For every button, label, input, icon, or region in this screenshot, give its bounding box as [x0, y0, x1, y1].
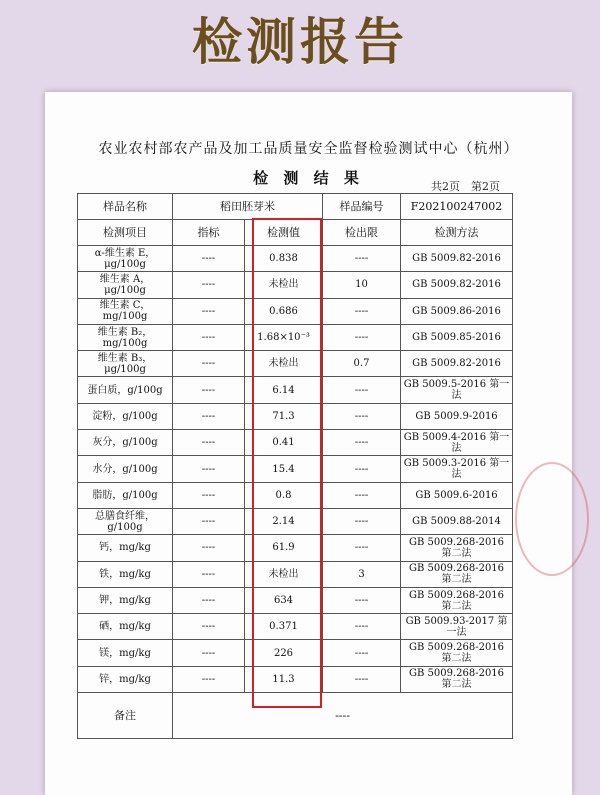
standard-cell: ---- — [173, 377, 245, 403]
test-method-cell: GB 5009.6-2016 — [401, 482, 513, 508]
sample-id-value: F202100247002 — [401, 194, 513, 220]
sample-name-value: 稻田胚芽米 — [173, 194, 323, 220]
test-item-cell: 水分，g/100g — [78, 456, 173, 482]
column-header-row — [78, 220, 513, 246]
test-item-cell: 总膳食纤维，g/100g — [78, 508, 173, 534]
standard-cell: ---- — [173, 403, 245, 429]
column-header: 检测值 — [245, 220, 323, 246]
detection-limit-cell: ---- — [323, 298, 401, 324]
measured-value-cell: 未检出 — [245, 561, 323, 587]
table-row — [78, 614, 513, 640]
standard-cell: ---- — [173, 298, 245, 324]
column-header: 检出限 — [323, 220, 401, 246]
red-seal-stamp — [515, 462, 589, 576]
test-item-cell: 灰分，g/100g — [78, 430, 173, 456]
detection-limit-cell: ---- — [323, 430, 401, 456]
test-method-cell: GB 5009.93-2017 第一法 — [401, 614, 513, 640]
sample-info-row — [78, 194, 513, 220]
standard-cell: ---- — [173, 246, 245, 272]
report-page — [45, 92, 572, 795]
measured-value-cell: 6.14 — [245, 377, 323, 403]
detection-limit-cell: ---- — [323, 666, 401, 692]
detection-limit-cell: ---- — [323, 324, 401, 350]
detection-limit-cell: ---- — [323, 508, 401, 534]
column-header: 检测方法 — [401, 220, 513, 246]
standard-cell: ---- — [173, 324, 245, 350]
detection-limit-cell: ---- — [323, 482, 401, 508]
test-method-cell: GB 5009.268-2016 第二法 — [401, 640, 513, 666]
table-row — [78, 377, 513, 403]
testing-center-name: 农业农村部农产品及加工品质量安全监督检验测试中心（杭州） — [98, 141, 519, 157]
test-item-cell: 蛋白质，g/100g — [78, 377, 173, 403]
banner-title: 检测报告 — [192, 13, 408, 71]
test-item-cell: 镁，mg/kg — [78, 640, 173, 666]
table-row — [78, 298, 513, 324]
test-method-cell: GB 5009.268-2016 第二法 — [401, 535, 513, 561]
measured-value-cell: 0.838 — [245, 246, 323, 272]
test-method-cell: GB 5009.82-2016 — [401, 246, 513, 272]
remarks-label: 备注 — [78, 693, 173, 739]
measured-value-cell: 11.3 — [245, 666, 323, 692]
measured-value-cell: 634 — [245, 587, 323, 613]
test-item-cell: 钾，mg/kg — [78, 587, 173, 613]
standard-cell: ---- — [173, 482, 245, 508]
test-method-cell: GB 5009.82-2016 — [401, 351, 513, 377]
test-method-cell: GB 5009.9-2016 — [401, 403, 513, 429]
detection-limit-cell: 0.7 — [323, 351, 401, 377]
standard-cell: ---- — [173, 508, 245, 534]
standard-cell: ---- — [173, 666, 245, 692]
table-row — [78, 587, 513, 613]
measured-value-cell: 226 — [245, 640, 323, 666]
standard-cell: ---- — [173, 351, 245, 377]
test-item-cell: α-维生素 E，μg/100g — [78, 246, 173, 272]
column-header: 指标 — [173, 220, 245, 246]
measured-value-cell: 未检出 — [245, 351, 323, 377]
test-method-cell: GB 5009.86-2016 — [401, 298, 513, 324]
measured-value-cell: 61.9 — [245, 535, 323, 561]
report-heading: 检 测 结 果 — [253, 169, 364, 187]
table-row — [78, 403, 513, 429]
measured-value-cell: 1.68×10⁻³ — [245, 324, 323, 350]
standard-cell: ---- — [173, 430, 245, 456]
standard-cell: ---- — [173, 272, 245, 298]
detection-limit-cell: ---- — [323, 614, 401, 640]
test-method-cell: GB 5009.268-2016 第二法 — [401, 666, 513, 692]
detection-limit-cell: ---- — [323, 640, 401, 666]
test-item-cell: 锌，mg/kg — [78, 666, 173, 692]
column-header: 检测项目 — [78, 220, 173, 246]
test-item-cell: 钙，mg/kg — [78, 535, 173, 561]
detection-limit-cell: ---- — [323, 377, 401, 403]
sample-name-label: 样品名称 — [78, 194, 173, 220]
test-method-cell: GB 5009.268-2016 第二法 — [401, 587, 513, 613]
sample-id-label: 样品编号 — [323, 194, 401, 220]
test-item-cell: 脂肪，g/100g — [78, 482, 173, 508]
measured-value-cell: 0.8 — [245, 482, 323, 508]
standard-cell: ---- — [173, 640, 245, 666]
standard-cell: ---- — [173, 535, 245, 561]
measured-value-cell: 未检出 — [245, 272, 323, 298]
test-method-cell: GB 5009.268-2016 第二法 — [401, 561, 513, 587]
measured-value-cell: 15.4 — [245, 456, 323, 482]
detection-limit-cell: 10 — [323, 272, 401, 298]
test-item-cell: 维生素 B₂，mg/100g — [78, 324, 173, 350]
test-item-cell: 硒，mg/kg — [78, 614, 173, 640]
test-method-cell: GB 5009.5-2016 第一法 — [401, 377, 513, 403]
detection-limit-cell: ---- — [323, 403, 401, 429]
test-method-cell: GB 5009.82-2016 — [401, 272, 513, 298]
table-row — [78, 324, 513, 350]
results-table — [77, 193, 513, 739]
measured-value-cell: 2.14 — [245, 508, 323, 534]
table-row — [78, 535, 513, 561]
detection-limit-cell: ---- — [323, 587, 401, 613]
standard-cell: ---- — [173, 614, 245, 640]
test-method-cell: GB 5009.85-2016 — [401, 324, 513, 350]
table-row — [78, 272, 513, 298]
test-method-cell: GB 5009.3-2016 第一法 — [401, 456, 513, 482]
detection-limit-cell: ---- — [323, 535, 401, 561]
table-row — [78, 640, 513, 666]
table-row — [78, 430, 513, 456]
measured-value-cell: 0.686 — [245, 298, 323, 324]
page-indicator: 共2页 第2页 — [431, 180, 500, 193]
detection-limit-cell: 3 — [323, 561, 401, 587]
standard-cell: ---- — [173, 587, 245, 613]
table-row — [78, 456, 513, 482]
remarks-value: ---- — [173, 693, 513, 739]
measured-value-cell: 0.41 — [245, 430, 323, 456]
test-item-cell: 铁，mg/kg — [78, 561, 173, 587]
measured-value-cell: 0.371 — [245, 614, 323, 640]
table-row — [78, 351, 513, 377]
table-row — [78, 666, 513, 692]
test-item-cell: 维生素 A，μg/100g — [78, 272, 173, 298]
table-row — [78, 246, 513, 272]
test-item-cell: 维生素 C，mg/100g — [78, 298, 173, 324]
measured-value-cell: 71.3 — [245, 403, 323, 429]
detection-limit-cell: ---- — [323, 246, 401, 272]
standard-cell: ---- — [173, 561, 245, 587]
remarks-row — [78, 693, 513, 739]
test-method-cell: GB 5009.4-2016 第一法 — [401, 430, 513, 456]
table-row — [78, 561, 513, 587]
table-row — [78, 482, 513, 508]
detection-limit-cell: ---- — [323, 456, 401, 482]
standard-cell: ---- — [173, 456, 245, 482]
test-method-cell: GB 5009.88-2014 — [401, 508, 513, 534]
table-row — [78, 508, 513, 534]
test-item-cell: 维生素 B₃，μg/100g — [78, 351, 173, 377]
test-item-cell: 淀粉，g/100g — [78, 403, 173, 429]
